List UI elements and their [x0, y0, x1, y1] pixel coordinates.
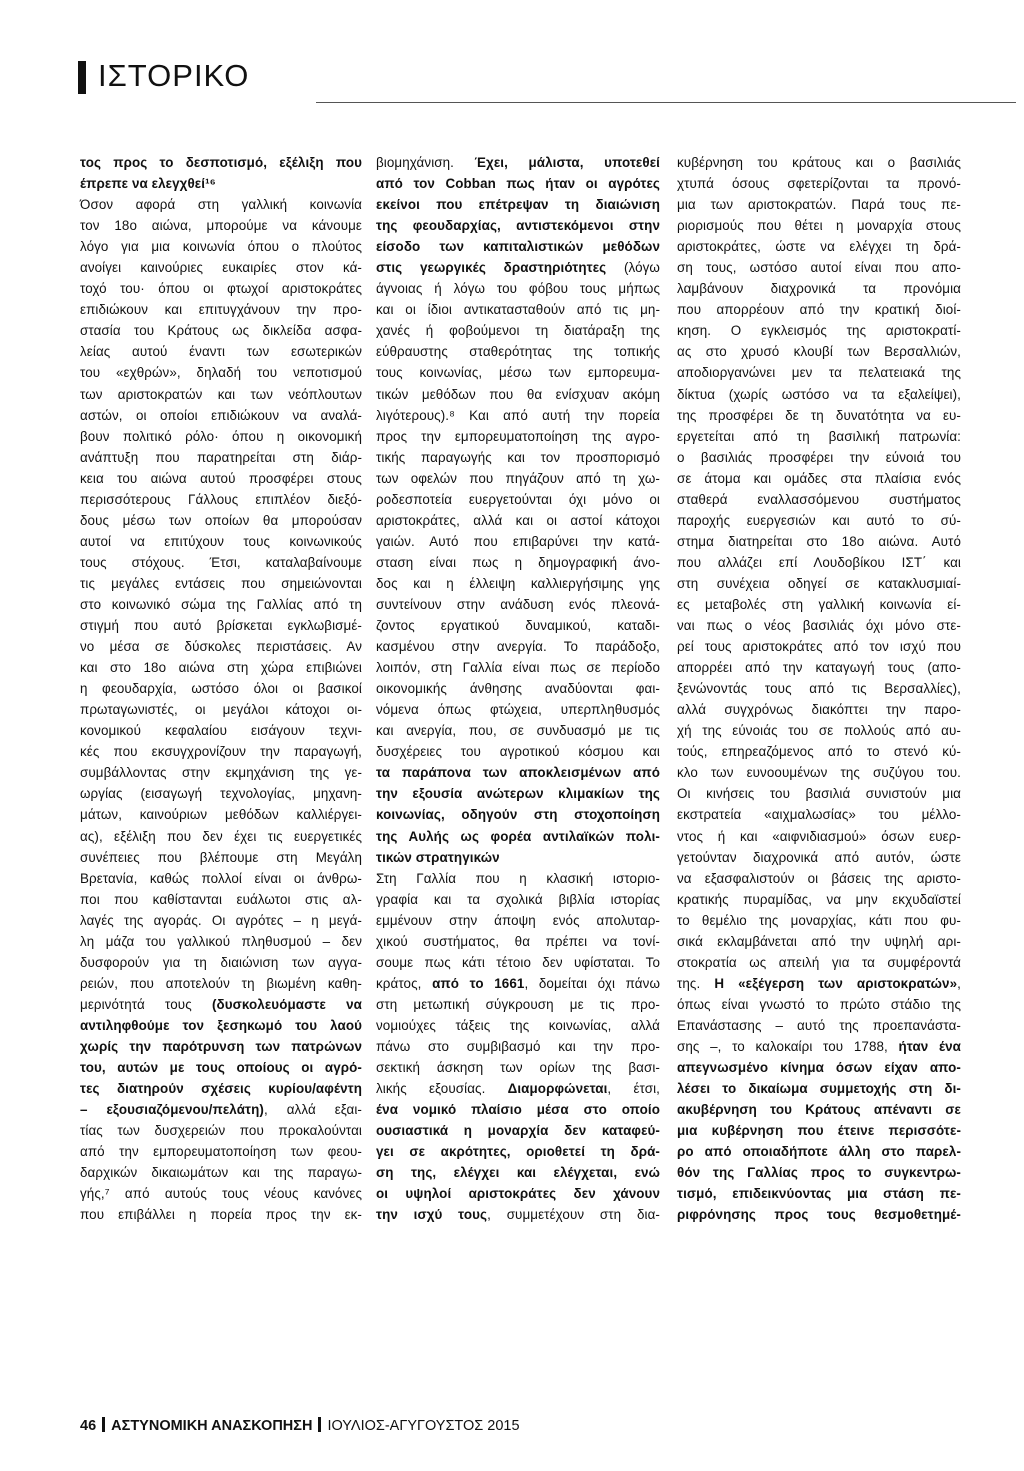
text-line: ριορισμούς που θέτει η μοναρχία στους	[677, 218, 961, 234]
text-line: ανοίγει καινούριες ευκαιρίες στον κά-	[80, 260, 362, 276]
header-rule	[316, 102, 1016, 103]
text-line: θόν της Γαλλίας προς το συγκεντρω-	[677, 1165, 961, 1181]
text-line: προς την εμπορευματοποίηση της αγρο-	[376, 428, 660, 444]
text-line: επιδιώκουν και επιτυγχάνουν την προ-	[80, 302, 362, 318]
text-line: του, αυτών με τους οποίους οι αγρό-	[80, 1060, 362, 1076]
text-line: από τον Cobban πως ήταν οι αγρότες	[376, 176, 660, 192]
text-line: ροδεσποτεία ευεργετούνται όχι μόνο οι	[376, 491, 660, 507]
text-line: στη μετωπική σύγκρουση με τις προ-	[376, 996, 660, 1012]
text-line: σταθερά εναλλασσόμενου συστήματος	[677, 491, 961, 507]
text-column-2	[376, 152, 660, 1225]
text-line: τες διατηρούν σχέσεις κυρίου/αφέντη	[80, 1081, 362, 1097]
text-line: τον 18ο αιώνα, μπορούμε να κάνουμε	[80, 218, 362, 234]
text-line: κυβέρνηση του κράτους και ο βασιλιάς	[677, 155, 961, 170]
text-line: εκείνοι που επέτρεψαν τη διαιώνιση	[376, 197, 660, 213]
footer-separator	[318, 1417, 321, 1432]
text-line: ένα νομικό πλαίσιο μέσα στο οποίο	[376, 1102, 660, 1118]
text-line: την ισχύ τους, συμμετέχουν στη δια-	[376, 1207, 660, 1223]
text-line: χωρίς την παρότρυνση των πατρώνων	[80, 1038, 362, 1054]
text-line: σουμε πως κάτι τέτοιο δεν υφίσταται. Το	[376, 954, 660, 970]
text-line: των οφελών που πηγάζουν από τη χω-	[376, 470, 660, 486]
text-line: στιγμή που αυτό βρίσκεται εγκλωβισμέ-	[80, 618, 362, 634]
section-title: ΙΣΤΟΡΙΚΟ	[98, 58, 250, 93]
text-line: ση τους, ωστόσο αυτοί είναι που απο-	[677, 260, 961, 276]
text-line: ναι πως ο νέος βασιλιάς όχι μόνο στε-	[677, 618, 961, 634]
text-line: λόγο για μια κοινωνία όπου ο πλούτος	[80, 239, 362, 255]
text-line: ανάπτυξη που παρατηρείται στη διάρ-	[80, 449, 362, 465]
text-line: συντείνουν στην ανάδυση ενός πλεονά-	[376, 596, 660, 612]
text-line: αστών, οι οποίοι επιδιώκουν να αναλά-	[80, 407, 362, 423]
text-line: τις μεγάλες εντάσεις που σημειώνονται	[80, 575, 362, 591]
text-line: την εξουσία ανώτερων κλιμακίων της	[376, 786, 660, 802]
text-line: αλλά συγχρόνως διακόπτει την παρο-	[677, 702, 961, 718]
text-line: ρεί τους αριστοκράτες από τον ισχύ που	[677, 639, 961, 655]
text-line: του «εχθρών», δηλαδή του νεποτισμού	[80, 365, 362, 381]
text-line: γραφία και τα σχολικά βιβλία ιστορίας	[376, 891, 660, 907]
text-line: λικής εξουσίας. Διαμορφώνεται, έτσι,	[376, 1081, 660, 1097]
text-line: οικονομικής άνθησης αναδύονται φαι-	[376, 681, 660, 697]
text-line: ες μεταβολές στη γαλλική κοινωνία εί-	[677, 596, 961, 612]
text-line: νομιούχες τάξεις της κοινωνίας, αλλά	[376, 1017, 660, 1033]
text-line: αριστοκράτες, ώστε να ελέγχει τη δρά-	[677, 239, 961, 255]
text-line: κές που εκσυγχρονίζουν την παραγωγή,	[80, 744, 362, 760]
text-line: Οι κινήσεις του βασιλιά συνιστούν μια	[677, 786, 961, 802]
text-line: τος προς το δεσποτισμό, εξέλιξη που	[80, 155, 362, 170]
text-line: δυσφορούν για τη διαιώνιση των αγγα-	[80, 954, 362, 970]
text-line: κλο των ευνοουμένων της συζύγου του.	[677, 765, 961, 781]
text-line: απορρέει από την καταγωγή τους (απο-	[677, 660, 961, 676]
text-line: συμβάλλοντας στην εκμηχάνιση της γε-	[80, 765, 362, 781]
text-line: στις γεωργικές δραστηριότητες (λόγω	[376, 260, 660, 276]
text-line: δυσχέρειες του αγροτικού κόσμου και	[376, 744, 660, 760]
text-line: λαμβάνουν διαχρονικά τα προνόμια	[677, 281, 961, 297]
text-line: που αλλάζει επί Λουδοβίκου ΙΣΤ΄ και	[677, 554, 961, 570]
text-line: λαγές της αγοράς. Οι αγρότες – η μεγά-	[80, 912, 362, 928]
text-line: δος και η έλλειψη καλλιεργήσιμης γης	[376, 575, 660, 591]
text-line: Επανάστασης – αυτό της προεπανάστα-	[677, 1017, 961, 1033]
text-line: ση της, ελέγχει και ελέγχεται, ενώ	[376, 1165, 660, 1181]
text-line: γής,⁷ από αυτούς τους νέους κανόνες	[80, 1186, 362, 1202]
text-line: παροχής ευεργεσιών και αυτό το σύ-	[677, 512, 961, 528]
text-line: ρο από οποιαδήποτε άλλη στο παρελ-	[677, 1144, 961, 1160]
text-line: λείας αυτού έναντι των εσωτερικών	[80, 344, 362, 360]
text-line: από την εμπορευματοποίηση των φεου-	[80, 1144, 362, 1160]
text-line: στασία του Κράτους ως δικλείδα ασφα-	[80, 323, 362, 339]
text-line: όπως είναι γνωστό το πρώτο στάδιο της	[677, 996, 961, 1012]
text-line: δους μέσω των οποίων θα μπορούσαν	[80, 512, 362, 528]
text-line: ξενώνοντάς τους από τις Βερσαλλίες),	[677, 681, 961, 697]
text-line: είσοδο των καπιταλιστικών μεθόδων	[376, 239, 660, 255]
text-line: νο μέσα σε δύσκολες περιστάσεις. Αν	[80, 639, 362, 655]
text-line: γει σε ακρότητες, οριοθετεί τη δρά-	[376, 1144, 660, 1160]
text-line: πρωταγωνιστές, οι μεγάλοι κάτοχοι οι-	[80, 702, 362, 718]
magazine-title: ΑΣΤΥΝΟΜΙΚΗ ΑΝΑΣΚΟΠΗΣΗ	[111, 1418, 313, 1434]
text-line: κασμένου στην ανεργία. Το παράδοξο,	[376, 639, 660, 655]
text-line: εύθραυστης σταθερότητας της τοπικής	[376, 344, 660, 360]
text-line: γαιών. Αυτό που επιβαρύνει την κατά-	[376, 533, 660, 549]
text-line: ας), εξέλιξη που δεν έχει τις ευεργετικές	[80, 828, 362, 844]
text-line: της φεουδαρχίας, αντιστεκόμενοι στην	[376, 218, 660, 234]
text-line: και ανεργία, που, σε συνδυασμό με τις	[376, 723, 660, 739]
text-line: απεγνωσμένο κίνημα όσων είχαν απο-	[677, 1060, 961, 1076]
text-line: ριφρόνησης προς τους θεσμοθετημέ-	[677, 1207, 961, 1223]
text-line: των αριστοκρατών και των νεόπλουτων	[80, 386, 362, 402]
section-marker-bar	[78, 61, 86, 94]
text-line: τικής παραγωγής και τον προσπορισμό	[376, 449, 660, 465]
text-line: τούς, επηρεαζόμενος από το στενό κύ-	[677, 744, 961, 760]
text-line: γετούνταν διαχρονικά από αυτόν, ώστε	[677, 849, 961, 865]
text-line: τους στόχους. Έτσι, καταλαβαίνουμε	[80, 554, 362, 570]
text-line: που επιβάλλει η πορεία προς την εκ-	[80, 1207, 362, 1223]
text-line: ζοντος εργατικού δυναμικού, καταδι-	[376, 618, 660, 634]
text-line: και στο 18ο αιώνα στη χώρα επιβιώνει	[80, 660, 362, 676]
text-line: σικά εκλαμβάνεται από την υψηλή αρι-	[677, 933, 961, 949]
page-footer	[80, 1417, 520, 1434]
text-line: και οι ίδιοι αντικατασταθούν από τις μη-	[376, 302, 660, 318]
text-line: Όσον αφορά στη γαλλική κοινωνία	[80, 197, 362, 213]
text-line: λη μάζα του γαλλικού πληθυσμού – δεν	[80, 933, 362, 949]
text-line: ωργίας (εισαγωγή τεχνολογίας, μηχανη-	[80, 786, 362, 802]
text-line: κονομικού κεφαλαίου εισάγουν τεχνι-	[80, 723, 362, 739]
text-line: νόμενα όπως φτώχεια, υπερπληθυσμός	[376, 702, 660, 718]
text-line: χικού συστήματος, θα πρέπει να τονί-	[376, 933, 660, 949]
text-line: εκστρατεία «αιχμαλωσίας» του μέλλο-	[677, 807, 961, 823]
text-line: ρειών, που αποτελούν τη βιωμένη καθη-	[80, 975, 362, 991]
text-line: που απορρέουν από την κρατική διοί-	[677, 302, 961, 318]
text-line: λοιπόν, στη Γαλλία είναι πως σε περίοδο	[376, 660, 660, 676]
text-line: σταση είναι πως η δημογραφική άνο-	[376, 554, 660, 570]
text-line: μια των αριστοκρατών. Παρά τους πε-	[677, 197, 961, 213]
text-line: χανές ή φοβούμενοι τη διατάραξη της	[376, 323, 660, 339]
text-line: αυτοί να επιτύχουν τους κοινωνικούς	[80, 533, 362, 549]
text-line: σε άτομα και ομάδες στα πλαίσια ενός	[677, 470, 961, 486]
text-line: στη συνέχεια οδηγεί σε κατακλυσμιαί-	[677, 575, 961, 591]
page-header	[0, 0, 1024, 110]
text-line: τίας των δυσχερειών που προκαλούνται	[80, 1123, 362, 1139]
text-line: αριστοκράτες, αλλά και οι αστοί κάτοχοι	[376, 512, 660, 528]
text-line: ο βασιλιάς προσφέρει την εύνοιά του	[677, 449, 961, 465]
text-line: μερινότητά τους (δυσκολευόμαστε να	[80, 996, 362, 1012]
text-line: άγνοιας ή λόγω του φόβου τους μήπως	[376, 281, 660, 297]
text-line: να εξασφαλιστούν οι βάσεις της αριστο-	[677, 870, 961, 886]
text-line: βουν πολιτικό ρόλο· όπου η οικονομική	[80, 428, 362, 444]
text-line: τισμό, επιδεικνύοντας μια στάση πε-	[677, 1186, 961, 1202]
footer-separator	[102, 1417, 105, 1432]
text-line: περισσότερους Γάλλους επιπλέον διεξό-	[80, 491, 362, 507]
text-line: χτυπά όσους σφετερίζονται τα προνό-	[677, 176, 961, 192]
text-line: τικών μεθόδων που θα ενίσχυαν ακόμη	[376, 386, 660, 402]
text-line: τους κοινωνίας, μέσω των εμπορευμα-	[376, 365, 660, 381]
text-line: τα παράπονα των αποκλεισμένων από	[376, 765, 660, 781]
text-line: ντος ή και «αιφνιδιασμού» όσων ευερ-	[677, 828, 961, 844]
text-line: κηση. Ο εγκλεισμός της αριστοκρατί-	[677, 323, 961, 339]
text-line: η φεουδαρχία, ωστόσο όλοι οι βασικοί	[80, 681, 362, 697]
text-line: στο κοινωνικό σώμα της Γαλλίας από τη	[80, 596, 362, 612]
text-line: εργετείται από τη βασιλική πατρωνία:	[677, 428, 961, 444]
text-line: ουσιαστικά η μοναρχία δεν καταφεύ-	[376, 1123, 660, 1139]
text-line: ακυβέρνηση του Κράτους απέναντι σε	[677, 1102, 961, 1118]
page-number: 46	[80, 1418, 97, 1434]
issue-date: ΙΟΥΛΙΟΣ-ΑΓΥΓΟΥΣΤΟΣ 2015	[327, 1418, 520, 1434]
text-line: δίκτυα (χωρίς ωστόσο να τα εξαλείψει),	[677, 386, 961, 402]
text-line: κεια του αιώνα αυτού προσφέρει στους	[80, 470, 362, 486]
text-line: μια κυβέρνηση που έτεινε περισσότε-	[677, 1123, 961, 1139]
text-line: λέσει το δικαίωμα συμμετοχής στη δι-	[677, 1081, 961, 1097]
text-line: αποδιοργανώνει μεν τα πελατειακά της	[677, 365, 961, 381]
text-line: κοινωνίας, οδηγούν στη στοχοποίηση	[376, 807, 660, 823]
text-line: σης –, το καλοκαίρι του 1788, ήταν ένα	[677, 1038, 961, 1054]
text-line: ποι που καθίστανται ευάλωτοι στις αλ-	[80, 891, 362, 907]
text-line: λιγότερους).⁸ Και από αυτή την πορεία	[376, 407, 660, 423]
text-line: της. Η «εξέγερση των αριστοκρατών»,	[677, 975, 961, 991]
text-line: έπρεπε να ελεγχθεί¹⁶	[80, 176, 216, 192]
text-line: οι υψηλοί αριστοκράτες δεν χάνουν	[376, 1186, 660, 1202]
text-column-3	[677, 152, 961, 1225]
text-line: χή της εύνοιάς του σε πολλούς από αυ-	[677, 723, 961, 739]
text-line: κράτος, από το 1661, δομείται όχι πάνω	[376, 975, 661, 991]
text-line: Στη Γαλλία που η κλασική ιστοριο-	[376, 870, 660, 886]
text-line: εμμένουν στην άποψη ενός απολυταρ-	[376, 912, 660, 928]
text-line: κρατικής πυραμίδας, να μην εκχυδαϊστεί	[677, 891, 961, 907]
text-line: της Αυλής ως φορέα αντιλαϊκών πολι-	[376, 828, 660, 844]
text-line: – εξουσιαζόμενου/πελάτη), αλλά εξαι-	[80, 1102, 362, 1118]
text-line: ας στο χρυσό κλουβί των Βερσαλλιών,	[677, 344, 961, 360]
text-line: της προσφέρει δε τη δυνατότητα να ευ-	[677, 407, 961, 423]
text-line: Βρετανία, καθώς πολλοί είναι οι άνθρω-	[80, 870, 362, 886]
text-line: τικών στρατηγικών	[376, 849, 500, 865]
text-line: αντιληφθούμε τον ξεσηκωμό του λαού	[80, 1017, 362, 1033]
text-line: τοχό του· όπου οι φτωχοί αριστοκράτες	[80, 281, 362, 297]
text-line: πάνω στο συμβιβασμό και την προ-	[376, 1038, 660, 1054]
text-line: βιομηχάνιση. Έχει, μάλιστα, υποτεθεί	[376, 155, 660, 170]
text-line: συνέπειες που βλέπουμε στη Μεγάλη	[80, 849, 362, 865]
text-column-1	[80, 152, 362, 1225]
text-line: στημα διατηρείται στο 18ο αιώνα. Αυτό	[677, 533, 961, 549]
text-line: σεκτική άσκηση των ορίων της βασι-	[376, 1060, 660, 1076]
text-line: μάτων, καινούριων μεθόδων καλλιέργει-	[80, 807, 362, 823]
text-line: το θεμέλιο της μοναρχίας, κάτι που φυ-	[677, 912, 961, 928]
text-line: στοκρατία ως απειλή για τα συμφέροντά	[677, 954, 961, 970]
text-line: δαρχικών δικαιωμάτων και της παραγω-	[80, 1165, 362, 1181]
